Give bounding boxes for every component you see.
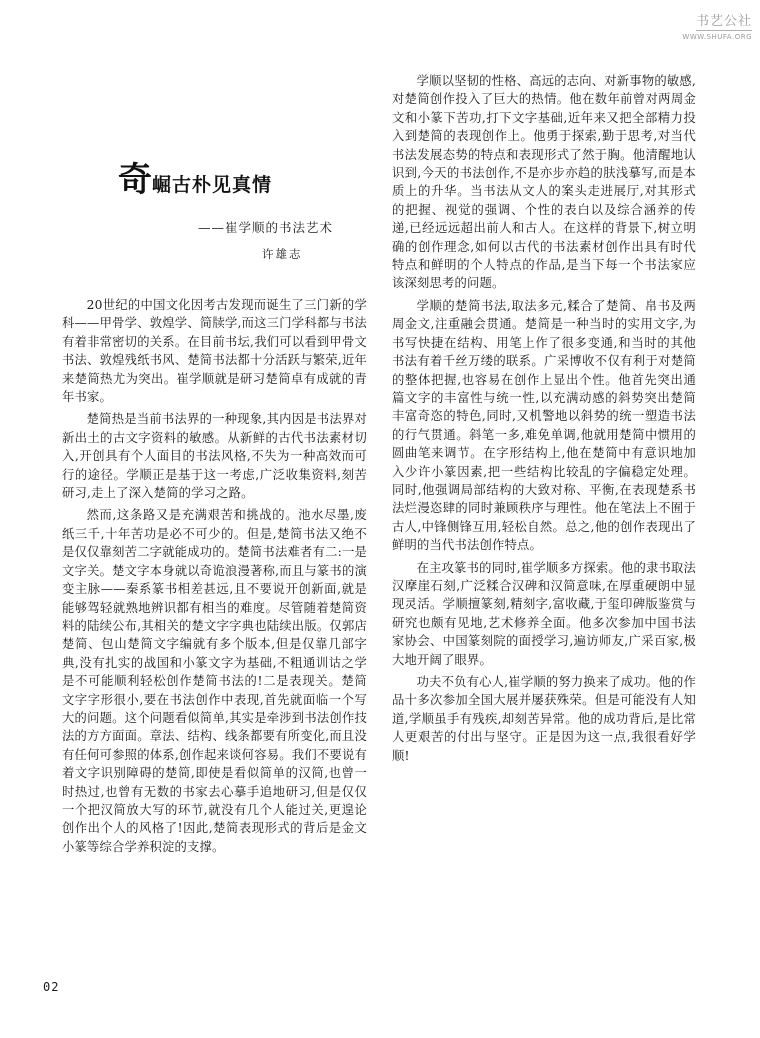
paragraph: 学顺以坚韧的性格、高远的志向、对新事物的敏感,对楚简创作投入了巨大的热情。他在数年前曾对两周金文和小篆下苦功,打下文字基础,近年来又把全部精力投入到楚简的表现创作上。他勇于探索,勤于思考,对当代书法发展态势的特点和表现形式了然于胸。他清醒地认识到,今天的书法创作,不是亦步亦趋的肤浅摹写,而是本质上的升华。当书法从文人的案头走进展厅,对其形式的把握、视觉的强调、个性的表白以及综合涵养的传递,已经远远超出前人和古人。在这样的背景下,树立明确的创作理念,如何以古代的书法素材创作出具有时代特点和鲜明的个人特点的作品,是当下每一个书法家应该深刻思考的问题。 <box>392 74 696 291</box>
article-title <box>118 160 272 205</box>
article-author: 许雄志 <box>262 247 303 261</box>
title-rest: 崛古朴见真情 <box>152 174 273 196</box>
paragraph: 然而,这条路又是充满艰苦和挑战的。池水尽墨,废纸三千,十年苦功是必不可少的。但是,楚简书法又绝不是仅仅靠刻苦二字就能成功的。楚简书法难者有二:一是文字关。楚文字本身就以奇诡浪漫著称,而且与篆书的演变主脉——秦系篆书相差甚远,且不要说开创新面,就是能够驾轻就熟地辨识都有相当的难度。尽管随着楚简资料的陆续公布,其相关的楚文字字典也陆续出版。仅郭店楚简、包山楚简文字编就有多个版本,但是仅靠几部字典,没有扎实的战国和小篆文字为基础,不粗通训诂之学是不可能顺利轻松创作楚简书法的!二是表现关。楚简文字字形很小,要在书法创作中表现,首先就面临一个写大的问题。这个问题看似简单,其实是牵涉到书法创作技法的方方面面。章法、结构、线条都要有所变化,而且没有任何可参照的体系,创作起来谈何容易。我们不要说有着文字识别障碍的楚简,即使是看似简单的汉简,也曾一时热过,也曾有无数的书家去心摹手追地研习,但是仅仅一个把汉简放大写的环节,就没有几个人能过关,更遑论创作出个人的风格了!因此,楚简表现形式的背后是金文小篆等综合学养积淀的支撑。 <box>62 508 367 854</box>
paragraph: 楚简热是当前书法界的一种现象,其内因是书法界对新出土的古文字资料的敏感。从新鲜的古代书法素材切入,开创具有个人面目的书法风格,不失为一种高效而可行的途径。学顺正是基于这一考虑,广泛收集资料,刻苦研习,走上了深入楚简的学习之路。 <box>62 412 367 501</box>
paragraph: 在主攻篆书的同时,崔学顺多方探索。他的隶书取法汉摩崖石刻,广泛糅合汉碑和汉简意味,在厚重硬朗中显现灵活。学顺擅篆刻,精刻字,富收藏,于玺印碑版鉴赏与研究也颇有见地,艺术修养全面。他多次参加中国书法家协会、中国篆刻院的面授学习,遍访师友,广采百家,极大地开阔了眼界。 <box>392 560 696 667</box>
watermark-url: WWW.SHUFA.ORG <box>682 33 752 41</box>
right-text-column <box>392 72 696 765</box>
title-first-char: 奇 <box>118 160 152 200</box>
paragraph: 20世纪的中国文化因考古发现而诞生了三门新的学科——甲骨学、敦煌学、简牍学,而这三门学科都与书法有着非常密切的关系。在目前书坛,我们可以看到甲骨文书法、敦煌残纸书风、楚简书法都十分活跃与繁荣,近年来楚简热尤为突出。崔学顺就是研习楚简卓有成就的青年书家。 <box>62 298 367 405</box>
article-subtitle: ——崔学顺的书法艺术 <box>198 220 334 235</box>
site-watermark <box>672 10 752 48</box>
left-text-column <box>62 296 367 856</box>
paragraph: 功夫不负有心人,崔学顺的努力换来了成功。他的作品十多次参加全国大展并屡获殊荣。但是可能没有人知道,学顺虽手有残疾,却刻苦异常。他的成功背后,是比常人更艰苦的付出与坚守。正是因为这一点,我很看好学顺! <box>392 675 696 763</box>
watermark-logo: 书艺公社 <box>696 10 752 31</box>
paragraph: 学顺的楚简书法,取法多元,糅合了楚简、帛书及两周金文,注重融会贯通。楚简是一种当时的实用文字,为书写快捷在结构、用笔上作了很多变通,和当时的其他书法有着千丝万缕的联系。广采博收不仅有利于对楚简的整体把握,也容易在创作上显出个性。他首先突出通篇文字的丰富性与统一性,以充满动感的斜势突出楚简丰富奇恣的特色,同时,又机警地以斜势的统一塑造书法的行气贯通。斜笔一多,难免单调,他就用楚简中惯用的圆曲笔来调节。在字形结构上,他在楚简中有意识地加入少许小篆因素,把一些结构比较乱的字偏稳定处理。同时,他强调局部结构的大致对称、平衡,在表现楚系书法烂漫恣肆的同时兼顾秩序与理性。他在笔法上不囿于古人,中锋侧锋互用,轻松自然。总之,他的创作表现出了鲜明的当代书法创作特点。 <box>392 298 696 553</box>
page-number: 02 <box>43 980 60 994</box>
